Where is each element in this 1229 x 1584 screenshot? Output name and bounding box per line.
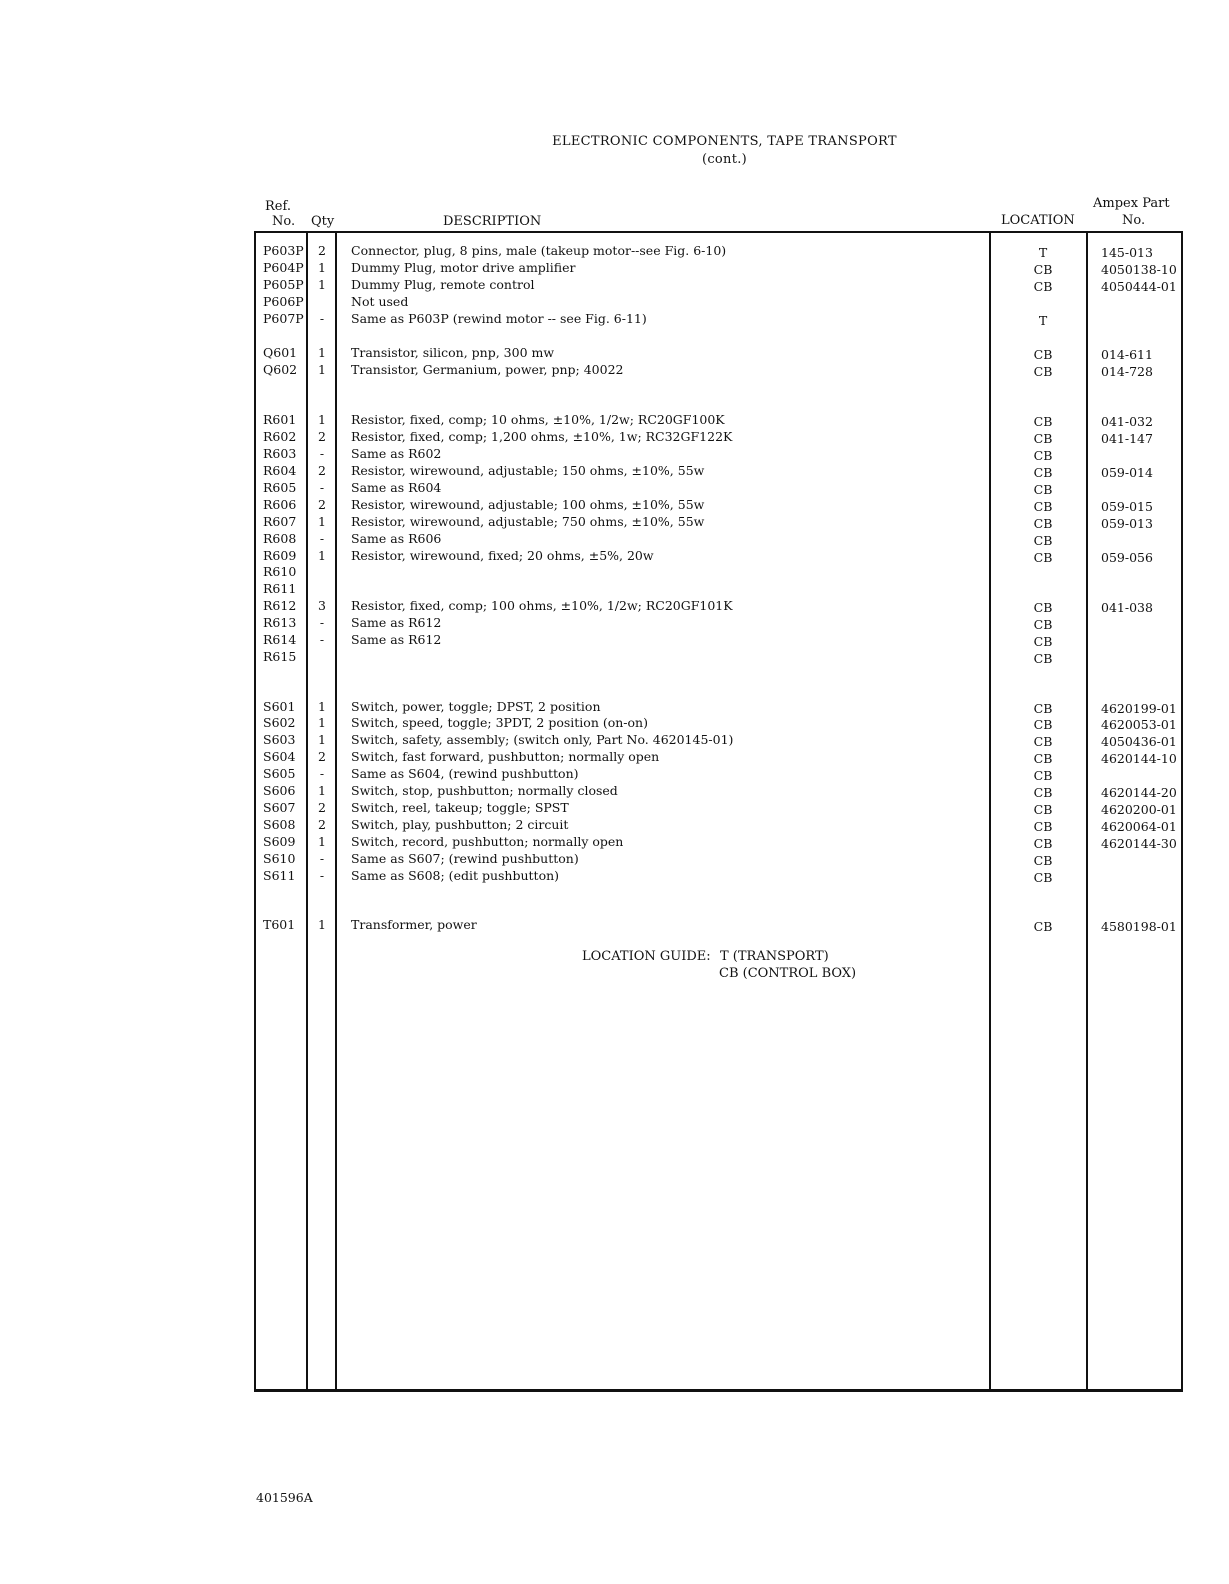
cell-description: Same as P603P (rewind motor -- see Fig. 6-11) [351,311,647,326]
cell-qty: 1 [318,412,326,427]
cell-description: Dummy Plug, remote control [351,277,535,292]
cell-description: Resistor, fixed, comp; 10 ohms, ±10%, 1/2w; RC20GF100K [351,412,725,427]
cell-part-no [1101,565,1183,582]
cell-part-no: 4620053-01 [1101,717,1177,732]
cell-qty: 2 [318,243,326,258]
column-divider-desc [989,231,991,1392]
cell-qty: - [319,480,325,495]
cell-part-no: 4050436-01 [1101,734,1177,749]
cell-ref: S603 [263,732,296,747]
cell-description: Resistor, wirewound, adjustable; 750 ohms, ±10%, 55w [351,514,705,529]
cell-location: CB [1033,414,1053,429]
cell-ref: P604P [263,260,304,275]
cell-part-no: 014-728 [1101,364,1153,379]
cell-part-no: 4620144-30 [1101,836,1177,851]
cell-ref: R615 [263,649,297,664]
cell-part-no [1101,295,1183,312]
location-guide-label: LOCATION GUIDE: [582,949,711,964]
cell-location: CB [1033,465,1053,480]
cell-part-no: 4050444-01 [1101,279,1177,294]
cell-qty: - [319,851,325,866]
column-divider-qty [335,231,337,1392]
cell-part-no [1101,852,1183,869]
header-qty: Qty [311,214,335,229]
cell-qty [310,580,334,597]
cell-part-no: 041-032 [1101,414,1153,429]
cell-description: Switch, reel, takeup; toggle; SPST [351,800,569,815]
page-subtitle: (cont.) [701,152,748,167]
cell-ref: R614 [263,632,297,647]
cell-qty: 1 [318,917,326,932]
page-title: ELECTRONIC COMPONENTS, TAPE TRANSPORT [552,134,897,149]
cell-qty: 1 [318,277,326,292]
cell-part-no [1101,869,1183,886]
cell-ref: P603P [263,243,304,258]
cell-description: Same as R612 [351,632,442,647]
document-number: 401596A [256,1490,313,1505]
cell-description: Resistor, wirewound, adjustable; 150 ohms, ±10%, 55w [351,463,705,478]
cell-part-no: 4620064-01 [1101,819,1177,834]
cell-qty: 1 [318,715,326,730]
header-location: LOCATION [1001,213,1075,228]
cell-part-no [1101,633,1183,650]
cell-location: CB [1033,516,1053,531]
cell-description: Same as S607; (rewind pushbutton) [351,851,579,866]
cell-ref: S602 [263,715,296,730]
header-ref-line1: Ref. [265,199,291,214]
cell-part-no: 059-014 [1101,465,1153,480]
cell-part-no: 059-056 [1101,550,1153,565]
cell-qty: - [319,531,325,546]
cell-description: Dummy Plug, motor drive amplifier [351,260,576,275]
cell-ref: R607 [263,514,297,529]
cell-ref: S601 [263,699,296,714]
cell-ref: R610 [263,564,297,579]
cell-location: CB [1033,448,1053,463]
cell-location: CB [1033,802,1053,817]
cell-qty: - [319,311,325,326]
header-description: DESCRIPTION [443,214,542,229]
cell-ref: R611 [263,581,297,596]
cell-description: Switch, safety, assembly; (switch only, Part No. 4620145-01) [351,732,734,747]
cell-qty: 2 [318,749,326,764]
cell-description [351,648,981,665]
cell-qty [310,293,334,310]
cell-part-no: 145-013 [1101,245,1153,260]
cell-part-no [1101,447,1183,464]
cell-description: Switch, stop, pushbutton; normally closed [351,783,618,798]
column-divider-loc [1086,231,1088,1392]
cell-ref: R608 [263,531,297,546]
cell-location [1000,565,1086,582]
cell-qty: 1 [318,345,326,360]
location-guide-line1: T (TRANSPORT) [720,949,829,964]
cell-location: CB [1033,431,1053,446]
cell-qty: - [319,446,325,461]
cell-location: CB [1033,347,1053,362]
cell-part-no: 4050138-10 [1101,262,1177,277]
cell-location: CB [1033,768,1053,783]
cell-ref: S607 [263,800,296,815]
cell-ref: R609 [263,548,297,563]
cell-location: CB [1033,550,1053,565]
cell-ref: S610 [263,851,296,866]
cell-ref: R613 [263,615,297,630]
cell-location: CB [1033,853,1053,868]
cell-part-no [1101,582,1183,599]
cell-qty: 1 [318,362,326,377]
cell-part-no [1101,767,1183,784]
cell-description: Connector, plug, 8 pins, male (takeup motor--see Fig. 6-10) [351,243,727,258]
cell-ref: S606 [263,783,296,798]
cell-description: Resistor, fixed, comp; 1,200 ohms, ±10%, 1w; RC32GF122K [351,429,733,444]
cell-location: CB [1033,836,1053,851]
cell-part-no: 4620144-10 [1101,751,1177,766]
cell-description: Switch, fast forward, pushbutton; normally open [351,749,660,764]
cell-ref: P606P [263,294,304,309]
cell-description [351,580,981,597]
cell-description: Resistor, wirewound, fixed; 20 ohms, ±5%, 20w [351,548,654,563]
cell-description: Switch, speed, toggle; 3PDT, 2 position (on-on) [351,715,648,730]
cell-ref: S608 [263,817,296,832]
cell-part-no [1101,312,1183,329]
cell-qty: 1 [318,783,326,798]
cell-qty: 2 [318,800,326,815]
cell-ref: P607P [263,311,304,326]
cell-location: CB [1033,870,1053,885]
cell-ref: S609 [263,834,296,849]
cell-location: CB [1033,482,1053,497]
cell-qty: 2 [318,497,326,512]
cell-description: Same as R604 [351,480,442,495]
cell-ref: R603 [263,446,297,461]
cell-part-no: 041-147 [1101,431,1153,446]
cell-part-no [1101,616,1183,633]
cell-ref: R612 [263,598,297,613]
cell-qty: - [319,766,325,781]
cell-qty: 1 [318,732,326,747]
cell-location [1000,295,1086,312]
cell-description: Switch, play, pushbutton; 2 circuit [351,817,569,832]
cell-location: CB [1033,651,1053,666]
cell-ref: T601 [263,917,296,932]
cell-part-no: 014-611 [1101,347,1153,362]
cell-qty [310,648,334,665]
cell-part-no: 059-015 [1101,499,1153,514]
cell-location: CB [1033,634,1053,649]
cell-part-no: 041-038 [1101,600,1153,615]
header-part-line2: No. [1122,213,1146,228]
cell-location: T [1038,245,1048,260]
cell-qty: - [319,615,325,630]
cell-description: Resistor, fixed, comp; 100 ohms, ±10%, 1/2w; RC20GF101K [351,598,733,613]
cell-description: Same as S604, (rewind pushbutton) [351,766,579,781]
cell-qty: 1 [318,699,326,714]
cell-part-no: 4580198-01 [1101,919,1177,934]
cell-qty: 1 [318,834,326,849]
cell-location: CB [1033,751,1053,766]
cell-location: CB [1033,499,1053,514]
cell-qty: 2 [318,817,326,832]
cell-description: Same as R606 [351,531,442,546]
cell-part-no [1101,532,1183,549]
cell-part-no [1101,481,1183,498]
cell-description: Switch, record, pushbutton; normally open [351,834,624,849]
cell-description: Transformer, power [351,917,477,932]
cell-ref: S611 [263,868,296,883]
cell-qty: 1 [318,514,326,529]
cell-part-no [1101,650,1183,667]
cell-location: CB [1033,279,1053,294]
cell-description: Not used [351,294,409,309]
cell-qty: 2 [318,429,326,444]
cell-qty: 3 [318,598,326,613]
cell-description: Resistor, wirewound, adjustable; 100 ohms, ±10%, 55w [351,497,705,512]
cell-description: Transistor, silicon, pnp, 300 mw [351,345,555,360]
cell-description: Same as R602 [351,446,442,461]
cell-description: Transistor, Germanium, power, pnp; 40022 [351,362,624,377]
cell-qty: - [319,868,325,883]
cell-ref: Q602 [263,362,298,377]
cell-ref: Q601 [263,345,298,360]
cell-description: Same as S608; (edit pushbutton) [351,868,560,883]
cell-ref: R602 [263,429,297,444]
cell-description [351,563,981,580]
cell-location: CB [1033,701,1053,716]
cell-ref: R606 [263,497,297,512]
cell-location [1000,582,1086,599]
cell-ref: S604 [263,749,296,764]
cell-location: CB [1033,717,1053,732]
cell-ref: R605 [263,480,297,495]
cell-ref: R604 [263,463,297,478]
cell-qty: - [319,632,325,647]
cell-location: CB [1033,533,1053,548]
cell-description: Switch, power, toggle; DPST, 2 position [351,699,601,714]
cell-location: CB [1033,785,1053,800]
header-part-line1: Ampex Part [1093,196,1170,211]
cell-ref: P605P [263,277,304,292]
cell-qty [310,563,334,580]
cell-ref: R601 [263,412,297,427]
cell-location: CB [1033,734,1053,749]
cell-location: T [1038,313,1048,328]
cell-location: CB [1033,919,1053,934]
cell-location: CB [1033,364,1053,379]
cell-description: Same as R612 [351,615,442,630]
cell-part-no: 4620199-01 [1101,701,1177,716]
cell-ref: S605 [263,766,296,781]
header-ref-line2: No. [272,214,296,229]
cell-location: CB [1033,617,1053,632]
cell-location: CB [1033,600,1053,615]
cell-qty: 1 [318,260,326,275]
cell-part-no: 4620200-01 [1101,802,1177,817]
cell-part-no: 4620144-20 [1101,785,1177,800]
cell-qty: 1 [318,548,326,563]
cell-qty: 2 [318,463,326,478]
location-guide-line2: CB (CONTROL BOX) [719,966,857,981]
cell-part-no: 059-013 [1101,516,1153,531]
cell-location: CB [1033,819,1053,834]
cell-location: CB [1033,262,1053,277]
